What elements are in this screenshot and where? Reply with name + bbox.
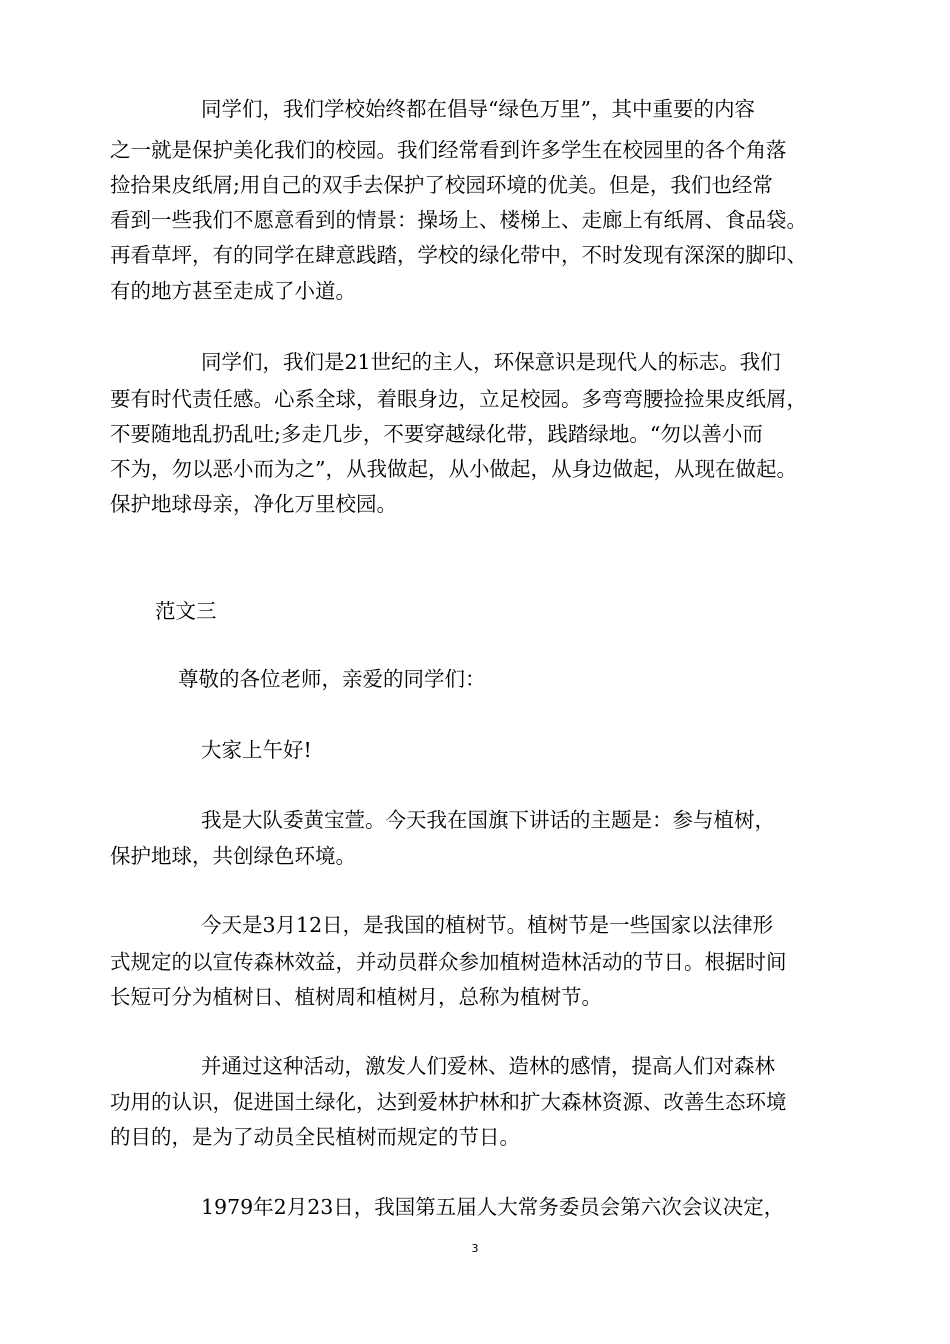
text-line: 今天是3月12日，是我国的植树节。植树节是一些国家以法律形 [201, 913, 774, 937]
greeting: 大家上午好! [201, 738, 312, 762]
text-line: 保护地球，共创绿色环境。 [110, 844, 356, 868]
text-line: 功用的认识，促进国土绿化，达到爱林护林和扩大森林资源、改善生态环境 [110, 1090, 787, 1114]
text-line: 并通过这种活动，激发人们爱林、造林的感情，提高人们对森林 [201, 1054, 775, 1078]
text-line: 式规定的以宣传森林效益，并动员群众参加植树造林活动的节日。根据时间 [110, 950, 787, 974]
text-line: 看到一些我们不愿意看到的情景：操场上、楼梯上、走廊上有纸屑、食品袋。 [110, 208, 807, 232]
text-line: 同学们，我们是21世纪的主人，环保意识是现代人的标志。我们 [201, 350, 781, 374]
salutation: 尊敬的各位老师，亲爱的同学们： [178, 667, 486, 691]
text-line: 长短可分为植树日、植树周和植树月，总称为植树节。 [110, 985, 602, 1009]
text-line: 的目的，是为了动员全民植树而规定的节日。 [110, 1125, 520, 1149]
text-line: 保护地球母亲，净化万里校园。 [110, 492, 397, 516]
text-line: 再看草坪，有的同学在肆意践踏，学校的绿化带中，不时发现有深深的脚印、 [110, 243, 807, 267]
text-line: 有的地方甚至走成了小道。 [110, 279, 356, 303]
section-heading: 范文三 [155, 599, 217, 623]
text-line: 捡拾果皮纸屑;用自己的双手去保护了校园环境的优美。但是，我们也经常 [110, 173, 773, 197]
text-line: 同学们，我们学校始终都在倡导“绿色万里”，其中重要的内容 [201, 97, 755, 121]
text-line: 不要随地乱扔乱吐;多走几步，不要穿越绿化带，践踏绿地。“勿以善小而 [110, 422, 763, 446]
text-line: 1979年2月23日，我国第五届人大常务委员会第六次会议决定， [201, 1195, 785, 1219]
text-line: 不为，勿以恶小而为之”，从我做起，从小做起，从身边做起，从现在做起。 [110, 457, 797, 481]
page-number: 3 [471, 1242, 479, 1255]
text-line: 之一就是保护美化我们的校园。我们经常看到许多学生在校园里的各个角落 [110, 138, 787, 162]
text-line: 要有时代责任感。心系全球，着眼身边，立足校园。多弯弯腰捡捡果皮纸屑， [110, 387, 807, 411]
text-line: 我是大队委黄宝萱。今天我在国旗下讲话的主题是：参与植树， [201, 808, 775, 832]
